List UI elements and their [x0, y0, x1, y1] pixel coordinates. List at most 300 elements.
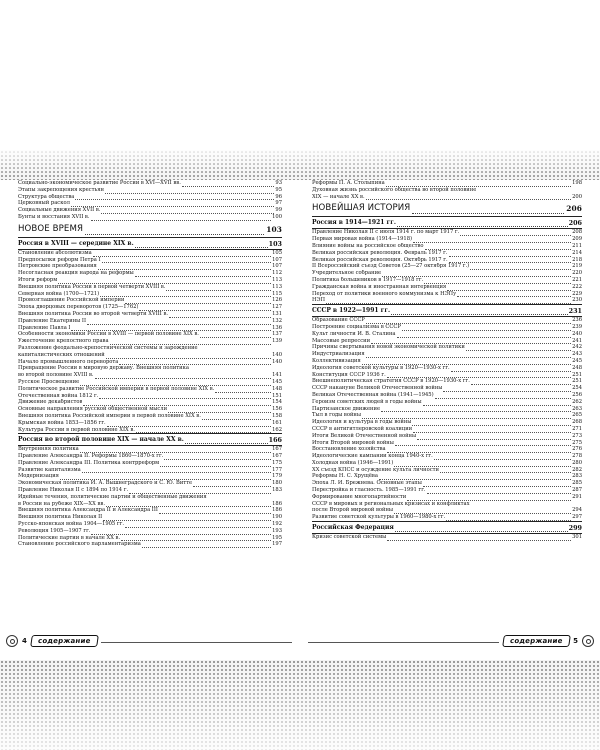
entry-page: 275 [572, 439, 582, 446]
right-subsection-2 [312, 307, 582, 315]
entry-title: Становление абсолютизма [18, 249, 92, 256]
entry-page: 158 [272, 412, 282, 419]
toc-entry [312, 229, 582, 236]
left-intro-list [18, 180, 282, 221]
entry-page: 162 [272, 426, 282, 433]
leader-dots [121, 535, 271, 541]
entry-page: 154 [272, 399, 282, 406]
toc-entry [18, 207, 282, 214]
entry-title: Героизм советских людей в годы войны [312, 398, 422, 405]
entry-title: Правление Николая II с 1894 по 1914 г. [18, 487, 129, 494]
entry-title: Внешняя политика Александра II и Александра III [18, 507, 158, 514]
right-sub2-list [312, 317, 582, 521]
entry-title: Идеология советской культуры в 1920—1930-х гг. [312, 364, 450, 371]
toc-entry [18, 187, 282, 194]
entry-title: СССР в антигитлеровской коалиции [312, 425, 413, 432]
toc-entry [18, 487, 282, 494]
entry-page: 113 [272, 276, 282, 283]
leader-dots [125, 298, 271, 304]
entry-page: 139 [272, 338, 282, 345]
entry-title: Бунты и восстания XVII в. [18, 213, 90, 220]
leader-dots [427, 488, 572, 494]
leader-dots [182, 181, 275, 187]
leader-dots [164, 454, 271, 460]
entry-title: НЭП [312, 297, 326, 304]
entry-page: 140 [272, 351, 282, 358]
toc-entry [312, 331, 582, 338]
entry-page: 297 [572, 514, 582, 521]
toc-entry [18, 277, 282, 284]
toc-entry [18, 304, 282, 311]
toc-entry [312, 291, 582, 298]
entry-title: Реформы Н. С. Хрущёва [312, 473, 378, 480]
toc-entry [18, 311, 282, 318]
entry-title: Превращение России в мировую державу. Внешняя политика [18, 365, 189, 372]
entry-title: Культ личности И. В. Сталина [312, 330, 396, 337]
toc-entry [18, 494, 282, 501]
entry-title: Реформы П. А. Столыпина [312, 180, 385, 186]
leader-dots [93, 251, 271, 257]
entry-page: 265 [572, 412, 582, 419]
right-sub3-list [312, 534, 582, 541]
entry-title: Становление российского парламентаризма [18, 541, 141, 548]
entry-title: Внешняя политика России в первой четверти XVIII в. [18, 283, 166, 290]
leader-dots [397, 220, 568, 227]
entry-page: 148 [272, 385, 282, 392]
leader-dots [402, 325, 571, 331]
entry-title: Революция 1905—1907 гг. [18, 527, 91, 534]
toc-entry [312, 324, 582, 331]
right-subsection-3 [312, 524, 582, 532]
entry-title: Политические партии в начале XX в. [18, 534, 121, 541]
leader-dots [185, 437, 268, 444]
entry-page: 145 [272, 378, 282, 385]
entry-title: Итоги реформ [18, 276, 58, 283]
left-section-heading [18, 224, 282, 235]
entry-page: 218 [572, 256, 582, 263]
entry-page: 193 [272, 527, 282, 534]
leader-dots [440, 467, 571, 473]
entry-page: 113 [272, 283, 282, 290]
toc-entry [312, 501, 582, 508]
entry-title: Итоги Великой Отечественной войны [312, 432, 417, 439]
toc-entry [312, 250, 582, 257]
leader-dots [75, 194, 274, 200]
entry-page: 230 [572, 297, 582, 304]
toc-entry [18, 297, 282, 304]
toc-entry [18, 413, 282, 420]
right-section-heading [312, 203, 582, 214]
entry-page: 248 [572, 364, 582, 371]
entry-page: 140 [272, 358, 282, 365]
entry-title: Внешнеполитическая стратегия СССР в 1920—1930-х гг. [312, 378, 470, 385]
leader-dots [106, 353, 271, 359]
toc-entry [18, 420, 282, 427]
entry-title: Ужесточение крепостного права [18, 338, 109, 345]
leader-dots [105, 188, 274, 194]
toc-entry [312, 473, 582, 480]
entry-page: 294 [572, 507, 582, 514]
entry-page: 175 [272, 459, 282, 466]
right-sub1-list [312, 229, 582, 304]
entry-page: 222 [572, 283, 582, 290]
toc-entry [18, 214, 282, 221]
toc-entry [312, 317, 582, 324]
entry-title: Правление Александра III. Политика контрреформ [18, 459, 160, 466]
toc-entry [312, 453, 582, 460]
leader-dots [391, 308, 568, 315]
entry-title: Построение социализма в СССР [312, 323, 401, 330]
leader-dots [85, 227, 264, 235]
entry-title: Особенности экономики России в XVIII — первой половине XIX в. [18, 331, 199, 338]
entry-title: Массовые репрессии [312, 337, 371, 344]
entry-page: 242 [572, 344, 582, 351]
page-number: 5 [573, 637, 578, 645]
entry-page: 283 [572, 473, 582, 480]
entry-page: 97 [275, 200, 282, 207]
entry-page: 197 [272, 541, 282, 548]
entry-title: СССР в мировых и региональных кризисах и конфликтах [312, 500, 470, 507]
entry-title: Коллективизация [312, 357, 361, 364]
entry-page: 262 [572, 398, 582, 405]
divider [18, 433, 282, 434]
entry-page: 229 [572, 290, 582, 297]
entry-page: 276 [572, 446, 582, 453]
entry-title: Переход от политики военного коммунизма к НЭПу [312, 290, 457, 297]
toc-entry [18, 453, 282, 460]
entry-page: 183 [272, 487, 282, 494]
leader-dots [449, 251, 572, 257]
entry-title: Развитие капитализма [18, 466, 81, 473]
entry-title: Культура России в первой половине XIX в. [18, 426, 135, 433]
leader-dots [136, 427, 271, 433]
toc-entry [18, 427, 282, 434]
leader-dots [413, 427, 571, 433]
entry-page: 256 [572, 391, 582, 398]
entry-title: Восстановление хозяйства [312, 446, 386, 453]
leader-dots [460, 230, 571, 236]
right-subsection-1 [312, 219, 582, 227]
toc-entry [312, 351, 582, 358]
toc-entry [18, 460, 282, 467]
entry-page: 287 [572, 487, 582, 494]
entry-page: 186 [272, 500, 282, 507]
divider [312, 304, 582, 305]
toc-entry [18, 406, 282, 413]
toc-entry [18, 194, 282, 201]
entry-title: Предпосылки реформ Петра I [18, 256, 101, 263]
leader-dots [142, 542, 271, 548]
toc-entry [312, 243, 582, 250]
toc-entry [312, 297, 582, 304]
toc-entry [18, 521, 282, 528]
leader-dots [381, 406, 571, 412]
entry-title: Великая российская революция. Февраль 1917 г. [312, 249, 448, 256]
entry-page: 278 [572, 453, 582, 460]
entry-page: 268 [572, 419, 582, 426]
toc-entry [18, 446, 282, 453]
leader-dots [159, 508, 271, 514]
entry-page: 280 [572, 459, 582, 466]
toc-entry [312, 338, 582, 345]
entry-title: Перестройка и гласность. 1985—1991 гг. [312, 487, 426, 494]
entry-page: 219 [572, 263, 582, 270]
toc-entry [18, 365, 282, 372]
entry-page: 221 [572, 276, 582, 283]
toc-entry [312, 480, 582, 487]
ornament-icon [582, 635, 594, 647]
section-page: 103 [266, 224, 282, 234]
toc-entry [18, 399, 282, 406]
entry-page: 167 [272, 453, 282, 460]
entry-page: 192 [272, 521, 282, 528]
toc-entry [312, 344, 582, 351]
entry-page: 251 [572, 371, 582, 378]
leader-dots [417, 434, 571, 440]
toc-entry [18, 528, 282, 535]
entry-title: Внешняя политика Российской империи в первой половине XIX в. [18, 412, 201, 419]
leader-dots [387, 535, 571, 541]
entry-page: 273 [572, 432, 582, 439]
left-sub1-list [18, 250, 282, 434]
entry-page: 186 [272, 507, 282, 514]
entry-page: 161 [272, 419, 282, 426]
entry-title: Кризис советской системы [312, 534, 387, 541]
entry-title: Великая Отечественная война (1941—1945) [312, 391, 434, 398]
left-subsection-1 [18, 240, 282, 248]
toc-entry [18, 338, 282, 345]
toc-entry [18, 291, 282, 298]
leader-dots [471, 379, 571, 385]
entry-title: во второй половине XVIII в. [18, 372, 94, 379]
entry-title: Петровские преобразования [18, 263, 97, 270]
entry-title: Структура общества [18, 193, 75, 200]
toc-entry [312, 446, 582, 453]
leader-dots [446, 515, 571, 521]
entry-title: Первая мировая война (1914—1918) [312, 236, 413, 243]
entry-title: Движение декабристов [18, 399, 83, 406]
toc-entry [18, 379, 282, 386]
entry-page: 214 [572, 249, 582, 256]
entry-title: Итоги Второй мировой войны [312, 439, 394, 446]
toc-entry [18, 180, 282, 187]
subsection-page: 103 [268, 239, 282, 248]
entry-title: Политика большевиков в 1917—1918 гг. [312, 276, 424, 283]
entry-page: 209 [572, 236, 582, 243]
toc-entry [18, 467, 282, 474]
toc-entry [18, 318, 282, 325]
toc-entry [312, 433, 582, 440]
entry-title: Несогласная реакция народа на реформы [18, 270, 134, 277]
entry-page: 177 [272, 466, 282, 473]
toc-entry [312, 487, 582, 494]
entry-title: Крымская война 1853—1856 гг. [18, 419, 106, 426]
toc-entry [312, 467, 582, 474]
footer-rule [101, 640, 292, 643]
toc-entry [312, 194, 582, 201]
entry-title: после Второй мировой войны [312, 507, 394, 514]
leader-dots [424, 278, 571, 284]
toc-entry [18, 270, 282, 277]
entry-page: 95 [275, 186, 282, 193]
leader-dots [423, 481, 571, 487]
leader-dots [395, 525, 568, 532]
entry-page: 100 [272, 213, 282, 220]
entry-page: 263 [572, 405, 582, 412]
entry-title: СССР накануне Великой Отечественной войны [312, 385, 443, 392]
toc-entry [18, 501, 282, 508]
leader-dots [71, 201, 275, 207]
halftone-bottom [0, 660, 600, 750]
entry-title: Духовная жизнь российского общества во второй половине [312, 186, 477, 193]
toc-entry [18, 200, 282, 207]
entry-title: Развитие советской культуры в 1960—1980-х гг. [312, 514, 446, 521]
leader-dots [87, 319, 271, 325]
entry-page: 271 [572, 425, 582, 432]
toc-entry [312, 277, 582, 284]
entry-title: Экономическая политика И. А. Вышнеградского и С. Ю. Витте [18, 480, 193, 487]
entry-page: 93 [275, 180, 282, 186]
entry-page: 167 [272, 446, 282, 453]
entry-title: Внутренняя политика [18, 446, 79, 453]
leader-dots [413, 237, 571, 243]
toc-entry [312, 507, 582, 514]
page-number: 4 [22, 637, 27, 645]
entry-title: в России на рубеже XIX—XX вв. [18, 500, 105, 507]
toc-entry [18, 473, 282, 480]
leader-dots [200, 332, 271, 338]
section-title: НОВЕЙШАЯ ИСТОРИЯ [312, 203, 411, 214]
entry-title: Русско-японская война 1904—1905 гг. [18, 521, 124, 528]
entry-title: Великая российская революция. Октябрь 1917 г. [312, 256, 448, 263]
toc-entry [312, 406, 582, 413]
entry-page: 243 [572, 351, 582, 358]
leader-dots [434, 454, 571, 460]
entry-page: 127 [272, 304, 282, 311]
entry-page: 107 [272, 256, 282, 263]
left-subsection-2 [18, 436, 282, 444]
entry-page: 96 [275, 193, 282, 200]
leader-dots [443, 386, 571, 392]
leader-dots [135, 241, 268, 248]
entry-title: Внешняя политика Николая II [18, 514, 103, 521]
entry-page: 239 [572, 323, 582, 330]
entry-page: 126 [272, 297, 282, 304]
entry-title: Правление Екатерины II [18, 317, 87, 324]
entry-page: 220 [572, 270, 582, 277]
ornament-icon [6, 635, 18, 647]
toc-entry [312, 385, 582, 392]
leader-dots [366, 194, 571, 200]
leader-dots [435, 393, 571, 399]
entry-page: 131 [272, 310, 282, 317]
toc-entry [18, 507, 282, 514]
toc-entry [312, 419, 582, 426]
subsection-page: 299 [568, 524, 582, 533]
entry-page: 240 [572, 330, 582, 337]
toc-entry [312, 257, 582, 264]
toc-entry [18, 393, 282, 400]
subsection-page: 231 [568, 307, 582, 316]
entry-title: Политическое развитие Российской империи в первой половине XIX в. [18, 385, 215, 392]
halftone-top [0, 150, 600, 180]
entry-title: Отечественная война 1812 г. [18, 392, 99, 399]
toc-entry [312, 399, 582, 406]
leader-dots [202, 414, 271, 420]
footer-banner: содержание [30, 635, 98, 647]
entry-title: Эпоха Л. И. Брежнева. Основные этапы [312, 480, 422, 487]
entry-title: капиталистических отношений [18, 351, 105, 358]
entry-title: Партизанское движение [312, 405, 381, 412]
toc-entry [312, 378, 582, 385]
entry-page: 200 [572, 193, 582, 200]
entry-title: Социальные движения XVII в. [18, 207, 101, 214]
entry-page: 156 [272, 406, 282, 413]
toc-entry [18, 386, 282, 393]
entry-page: 211 [572, 242, 582, 249]
toc-entry [312, 372, 582, 379]
divider [312, 521, 582, 522]
entry-page: 132 [272, 317, 282, 324]
entry-title: Модернизация [18, 473, 59, 480]
entry-page: 99 [275, 207, 282, 214]
entry-page: 195 [272, 534, 282, 541]
toc-entry [312, 514, 582, 521]
toc-entry [312, 494, 582, 501]
entry-page: 180 [272, 480, 282, 487]
entry-title: Причины свертывания новой экономической политики [312, 344, 465, 351]
toc-entry [18, 331, 282, 338]
entry-title: Церковный раскол [18, 200, 70, 207]
leader-dots [160, 461, 271, 467]
entry-title: XX съезд КПСС и осуждение культа личности [312, 466, 439, 473]
toc-entry [18, 284, 282, 291]
entry-title: Идеология и культура в годы войны [312, 419, 412, 426]
entry-title: Провозглашение Российской империи [18, 297, 125, 304]
entry-title: Основные направления русской общественной мысли [18, 406, 168, 413]
entry-page: 282 [572, 466, 582, 473]
entry-title: Разложение феодально-крепостнической системы и зарождение [18, 344, 198, 351]
entry-title: Влияние войны на российское общество [312, 242, 424, 249]
entry-title: Внешняя политика России во второй четверти XVIII в. [18, 310, 169, 317]
leader-dots [91, 215, 272, 221]
footer-rule [308, 640, 499, 643]
toc-entry [312, 187, 582, 194]
leader-dots [101, 208, 274, 214]
entry-title: Идейные течения, политические партии и общественные движения [18, 493, 207, 500]
section-title: НОВОЕ ВРЕМЯ [18, 223, 84, 234]
leader-dots [423, 400, 571, 406]
toc-entry [18, 345, 282, 352]
leader-dots [412, 420, 571, 426]
entry-page: 241 [572, 337, 582, 344]
entry-page: 254 [572, 385, 582, 392]
leader-dots [466, 345, 571, 351]
toc-entry [18, 541, 282, 548]
leader-dots [99, 393, 271, 399]
entry-title: Образование СССР [312, 317, 365, 324]
entry-title: II Всероссийский съезд Советов (25—27 октября 1917 г.) [312, 263, 470, 270]
entry-page: 190 [272, 514, 282, 521]
subsection-page: 166 [268, 436, 282, 445]
toc-entry [312, 263, 582, 270]
entry-title: Начало промышленного переворота [18, 358, 119, 365]
entry-page: 115 [272, 290, 282, 297]
toc-entry [312, 440, 582, 447]
toc-entry [18, 535, 282, 542]
toc-entry [312, 426, 582, 433]
subsection-title: Россия в XVIII — середине XIX в. [18, 239, 134, 247]
